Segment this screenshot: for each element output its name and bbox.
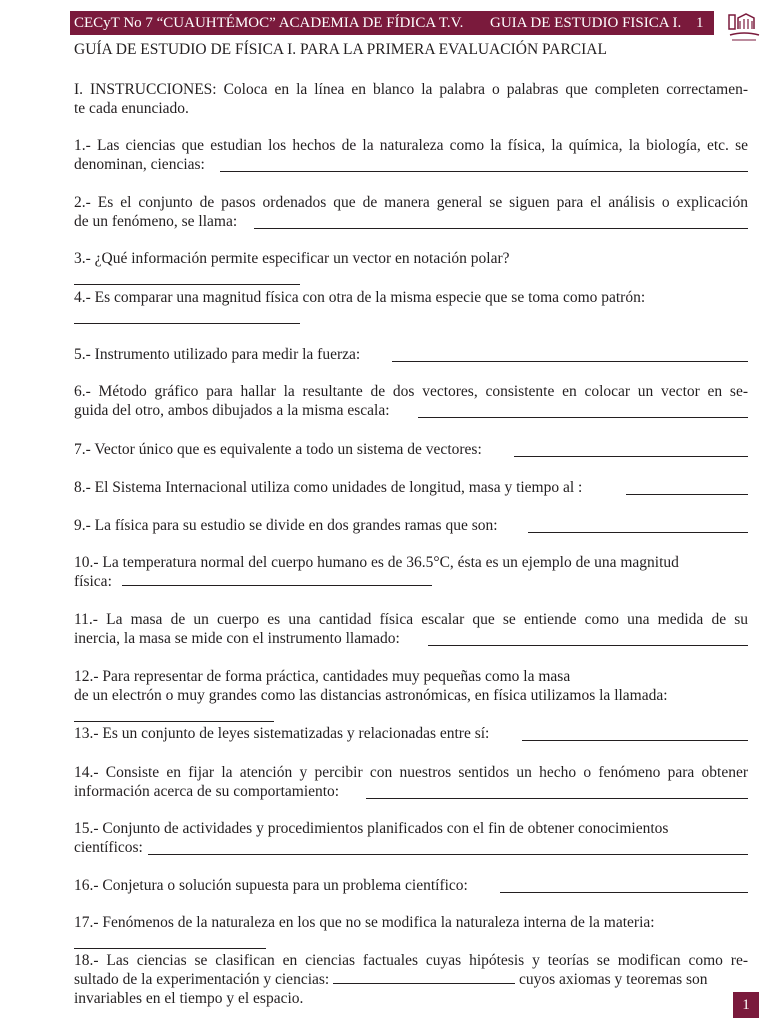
header-institution: CECyT No 7 “CUAUHTÉMOC” ACADEMIA DE FÍDICA T.V. (74, 15, 464, 31)
answer-blank[interactable] (333, 983, 515, 984)
question-17: 17.- Fenómenos de la naturaleza en los que no se modifica la naturaleza interna de la materia: (74, 913, 748, 949)
question-15: 15.- Conjunto de actividades y procedimientos planificados con el fin de obtener conocimientos científicos: (74, 819, 748, 857)
question-6: 6.- Método gráfico para hallar la resultante de dos vectores, consistente en colocar un vector en se- guida del otro, ambos dibujados a la misma escala: (74, 383, 748, 419)
question-16: 16.- Conjetura o solución supuesta para un problema científico: (74, 876, 748, 895)
answer-blank[interactable] (418, 417, 748, 418)
answer-blank[interactable] (522, 740, 748, 741)
question-18: 18.- Las ciencias se clasifican en ciencias factuales cuyas hipótesis y teorías se modifican como re- sultado de la experimentación y ciencias: cuyos axiomas y teoremas son invariables en el tiempo y el espacio. (74, 952, 748, 1007)
question-14: 14.- Consiste en fijar la atención y percibir con nuestros sentidos un hecho o fenómeno para obtener información acerca de su comportamiento: (74, 764, 748, 800)
answer-blank[interactable] (626, 494, 748, 495)
answer-blank[interactable] (74, 268, 300, 285)
header-guide-title: GUIA DE ESTUDIO FISICA I. (490, 15, 682, 31)
question-13: 13.- Es un conjunto de leyes sistematizadas y relacionadas entre sí: (74, 724, 748, 743)
question-10: 10.- La temperatura normal del cuerpo humano es de 36.5°C, ésta es un ejemplo de una magnitud física: (74, 554, 679, 590)
question-9: 9.- La física para su estudio se divide en dos grandes ramas que son: (74, 516, 748, 535)
header-page-number: 1 (696, 15, 704, 31)
answer-blank[interactable] (122, 585, 432, 586)
question-11: 11.- La masa de un cuerpo es una cantidad física escalar que se entiende como una medida de su inercia, la masa se mide con el instrumento llamado: (74, 611, 748, 647)
question-3: 3.- ¿Qué información permite especificar un vector en notación polar? (74, 249, 748, 285)
answer-blank[interactable] (254, 228, 748, 229)
school-logo-icon (726, 9, 762, 45)
answer-blank[interactable] (74, 705, 274, 722)
answer-blank[interactable] (500, 892, 748, 893)
question-12: 12.- Para representar de forma práctica, cantidades muy pequeñas como la masa de un electrón o muy grandes como las distancias astronómicas, en física utilizamos la llamada: (74, 667, 748, 722)
answer-blank[interactable] (528, 532, 748, 533)
question-5: 5.- Instrumento utilizado para medir la fuerza: (74, 345, 748, 364)
answer-blank[interactable] (366, 798, 748, 799)
answer-blank[interactable] (392, 361, 748, 362)
question-4: 4.- Es comparar una magnitud física con otra de la misma especie que se toma como patrón: (74, 288, 748, 324)
answer-blank[interactable] (148, 854, 748, 855)
question-8: 8.- El Sistema Internacional utiliza como unidades de longitud, masa y tiempo al : (74, 478, 748, 497)
question-2: 2.- Es el conjunto de pasos ordenados que de manera general se siguen para el análisis o explicación de un fenómeno, se llama: (74, 194, 748, 230)
question-7: 7.- Vector único que es equivalente a todo un sistema de vectores: (74, 440, 748, 459)
answer-blank[interactable] (220, 171, 748, 172)
question-1: 1.- Las ciencias que estudian los hechos de la naturaleza como la física, la química, la biología, etc. se denominan, ciencias: (74, 137, 748, 173)
answer-blank[interactable] (74, 932, 266, 949)
instructions: I. INSTRUCCIONES: Coloca en la línea en blanco la palabra o palabras que completen correctamen- te cada enunciado. (74, 81, 748, 117)
footer-page-number: 1 (733, 992, 759, 1018)
header-bar (70, 11, 714, 35)
answer-blank[interactable] (428, 645, 748, 646)
answer-blank[interactable] (74, 307, 300, 324)
document-title: GUÍA DE ESTUDIO DE FÍSICA I. PARA LA PRIMERA EVALUACIÓN PARCIAL (74, 41, 607, 58)
answer-blank[interactable] (514, 456, 748, 457)
